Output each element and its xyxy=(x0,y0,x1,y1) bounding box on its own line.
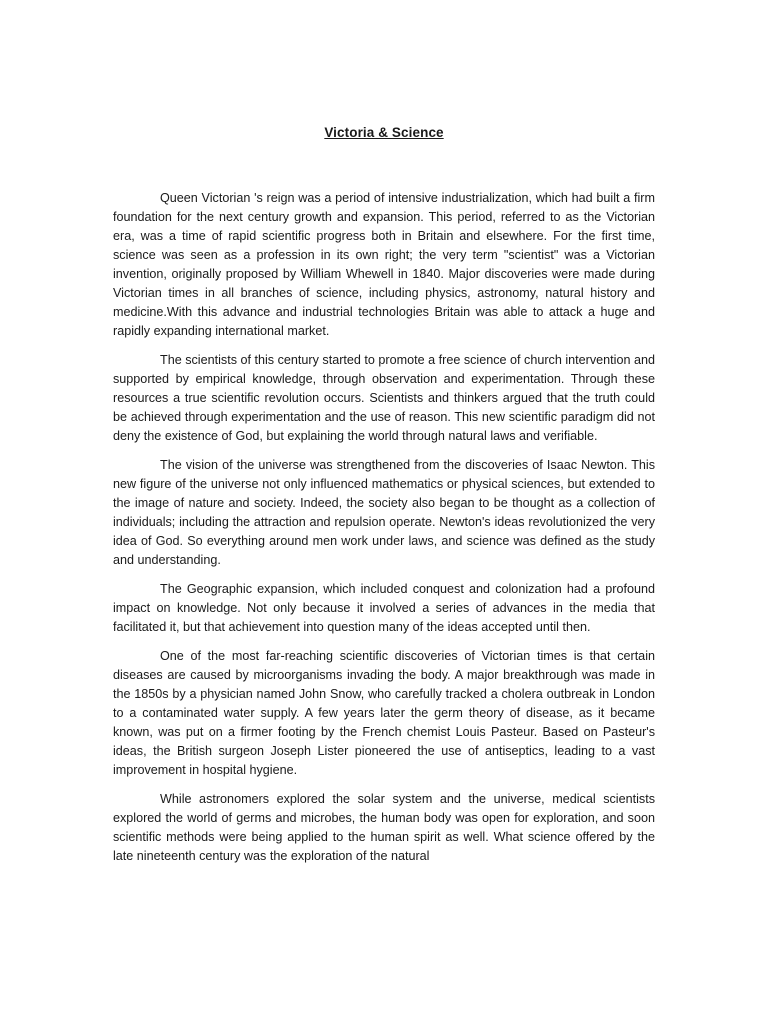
paragraph-3: The vision of the universe was strengthened from the discoveries of Isaac Newton. This new figure of the universe not only influenced mathematics or physical sciences, but extended to the image of nature and society. Indeed, the society also began to be thought as a collection of individuals; including the attraction and repulsion operate. Newton's ideas revolutionized the very idea of God. So everything around men work under laws, and science was defined as the study and understanding. xyxy=(113,458,655,567)
paragraph-1: Queen Victorian 's reign was a period of intensive industrialization, which had built a firm foundation for the next century growth and expansion. This period, referred to as the Victorian era, was a time of rapid scientific progress both in Britain and elsewhere. For the first time, science was seen as a profession in its own right; the very term "scientist" was a Victorian invention, originally proposed by William Whewell in 1840. Major discoveries were made during Victorian times in all branches of science, including physics, astronomy, natural history and medicine.With this advance and industrial technologies Britain was able to attack a huge and rapidly expanding international market. xyxy=(113,191,655,338)
paragraph-6: While astronomers explored the solar system and the universe, medical scientists explored the world of germs and microbes, the human body was open for exploration, and soon scientific methods were being applied to the human spirit as well. What science offered by the late nineteenth century was the exploration of the natural xyxy=(113,792,655,863)
document-title: Victoria & Science xyxy=(324,125,444,140)
document-body xyxy=(113,189,655,876)
paragraph-5: One of the most far-reaching scientific discoveries of Victorian times is that certain diseases are caused by microorganisms invading the body. A major breakthrough was made in the 1850s by a physician named John Snow, who carefully tracked a cholera outbreak in London to a contaminated water supply. A few years later the germ theory of disease, as it became known, was put on a firmer footing by the French chemist Louis Pasteur. Based on Pasteur's ideas, the British surgeon Joseph Lister pioneered the use of antiseptics, leading to a vast improvement in hospital hygiene. xyxy=(113,649,655,777)
paragraph-4: The Geographic expansion, which included conquest and colonization had a profound impact on knowledge. Not only because it involved a series of advances in the media that facilitated it, but that achievement into question many of the ideas accepted until then. xyxy=(113,582,655,634)
paragraph-2: The scientists of this century started to promote a free science of church intervention and supported by empirical knowledge, through observation and experimentation. Through these resources a true scientific revolution occurs. Scientists and thinkers argued that the truth could be achieved through experimentation and the use of reason. This new scientific paradigm did not deny the existence of God, but explaining the world through natural laws and verifiable. xyxy=(113,353,655,443)
